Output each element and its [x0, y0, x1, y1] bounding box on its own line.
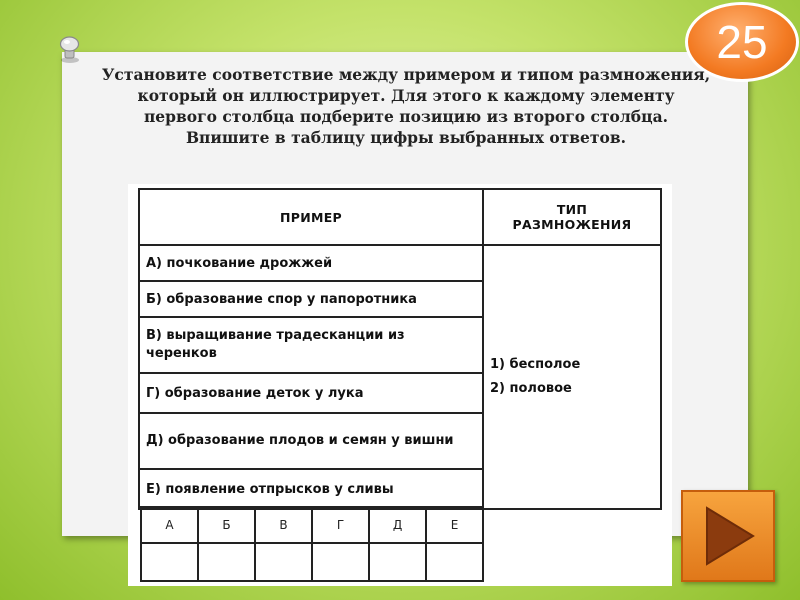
answer-table: [140, 506, 484, 582]
option-1: 1) бесполое: [490, 357, 581, 372]
column-header-type-line2: РАЗМНОЖЕНИЯ: [512, 217, 632, 232]
answer-letter-b: Б: [198, 507, 255, 543]
answer-letter-d: Д: [369, 507, 426, 543]
task-table-panel: [128, 184, 672, 586]
example-cell-d: Д) образование плодов и семян у вишни: [139, 413, 483, 469]
answer-input-e[interactable]: [426, 543, 483, 581]
options-cell: [483, 245, 661, 509]
slide-number-badge: 25: [685, 2, 799, 82]
option-2: 2) половое: [490, 381, 572, 396]
example-cell-e: Е) появление отпрысков у сливы: [139, 469, 483, 509]
answer-input-d[interactable]: [369, 543, 426, 581]
answer-letter-g: Г: [312, 507, 369, 543]
pushpin-icon: [56, 34, 82, 64]
answer-input-g[interactable]: [312, 543, 369, 581]
instruction-text: Установите соответствие между примером и типом размножения, который он иллюстрирует. Для этого к каждому элементу первого столбца подберите позицию из второго столбца. Впишите в таблицу цифры выбранных ответов.: [101, 65, 711, 147]
play-arrow-icon: [683, 492, 773, 580]
column-header-example: ПРИМЕР: [139, 189, 483, 245]
answer-letter-v: В: [255, 507, 312, 543]
answer-input-v[interactable]: [255, 543, 312, 581]
matching-table: [138, 188, 662, 510]
answer-letter-a: А: [141, 507, 198, 543]
answer-input-a[interactable]: [141, 543, 198, 581]
example-cell-g: Г) образование деток у лука: [139, 373, 483, 413]
column-header-type-line1: ТИП: [556, 202, 588, 217]
answer-input-b[interactable]: [198, 543, 255, 581]
example-cell-a: А) почкование дрожжей: [139, 245, 483, 281]
answer-letter-e: Е: [426, 507, 483, 543]
example-cell-v: В) выращивание традесканции из черенков: [139, 317, 483, 373]
next-slide-button[interactable]: [681, 490, 775, 582]
column-header-type: [483, 189, 661, 245]
example-cell-b: Б) образование спор у папоротника: [139, 281, 483, 317]
